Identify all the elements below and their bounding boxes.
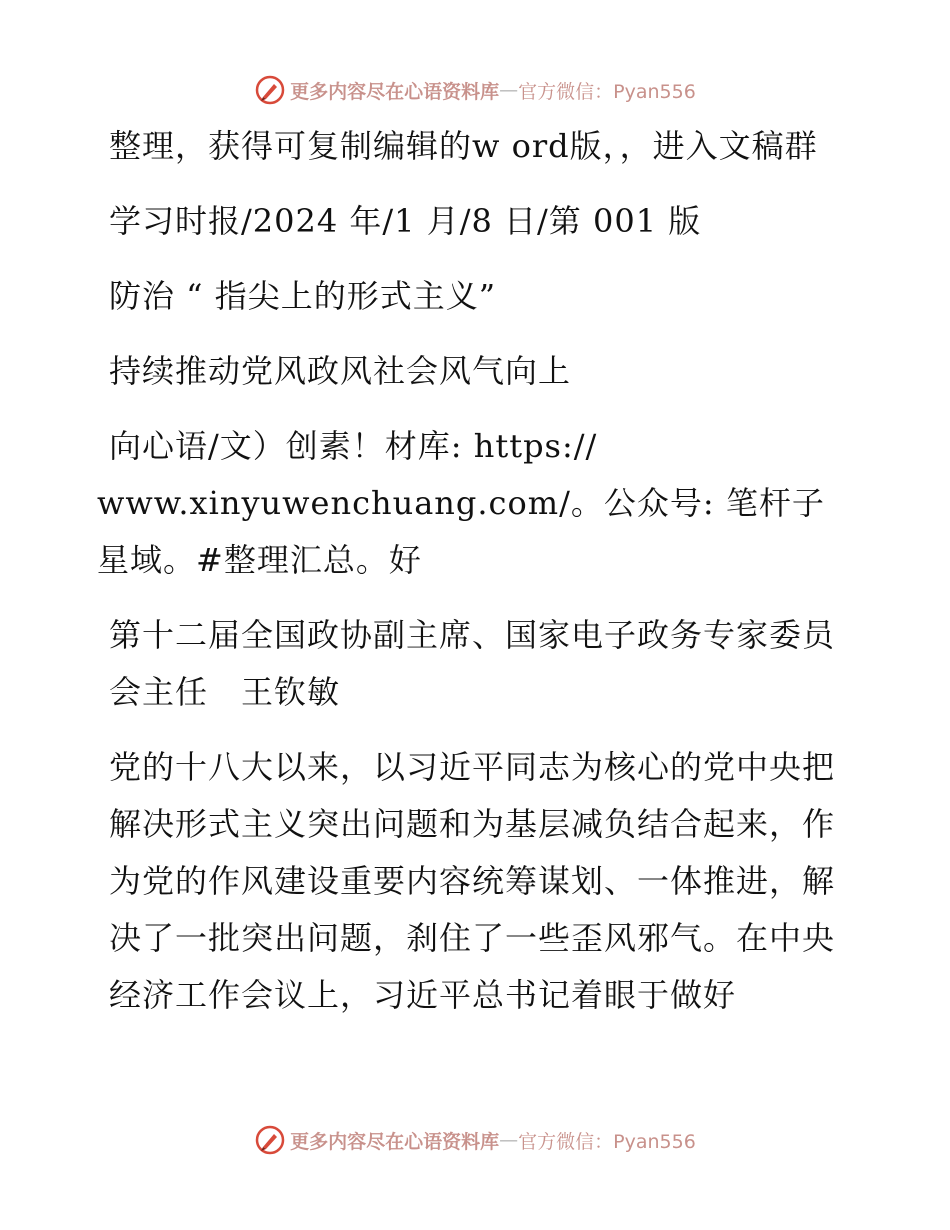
paragraph-promo-line1: 向心语/文）创素！材库: https:// bbox=[109, 427, 598, 465]
watermark-separator: — bbox=[499, 1129, 519, 1151]
document-body bbox=[97, 118, 857, 1024]
article-subtitle: 持续推动党风政风社会风气向上 bbox=[109, 352, 572, 390]
red-pen-logo-icon bbox=[254, 1124, 286, 1156]
watermark-text: 更多内容尽在心语资料库 bbox=[290, 1130, 500, 1153]
paragraph-source: 学习时报/2024 年/1 月/8 日/第 001 版 bbox=[109, 202, 702, 240]
red-pen-logo-icon bbox=[254, 74, 286, 106]
watermark-text: 更多内容尽在心语资料库 bbox=[290, 80, 500, 103]
paragraph-intro: 整理，获得可复制编辑的w ord版，，进入文稿群 bbox=[109, 127, 818, 165]
footer-watermark bbox=[0, 1120, 950, 1160]
watermark-separator: — bbox=[499, 79, 519, 101]
watermark-wechat: 官方微信：Pyan556 bbox=[518, 1130, 696, 1153]
watermark-wechat: 官方微信：Pyan556 bbox=[518, 80, 696, 103]
header-watermark bbox=[0, 70, 950, 110]
article-title: 防治 “ 指尖上的形式主义” bbox=[109, 277, 497, 315]
paragraph-promo-line2: www.xinyuwenchuang.com/。公众号: 笔杆子星域。#整理汇总。好 bbox=[97, 484, 825, 579]
author-line: 第十二届全国政协副主席、国家电子政务专家委员会主任 王钦敏 bbox=[109, 616, 836, 711]
paragraph-body: 党的十八大以来，以习近平同志为核心的党中央把解决形式主义突出问题和为基层减负结合起来，作为党的作风建设重要内容统筹谋划、一体推进，解决了一批突出问题，刹住了一些歪风邪气。在中央经济工作会议上，习近平总书记着眼于做好 bbox=[109, 748, 836, 1014]
